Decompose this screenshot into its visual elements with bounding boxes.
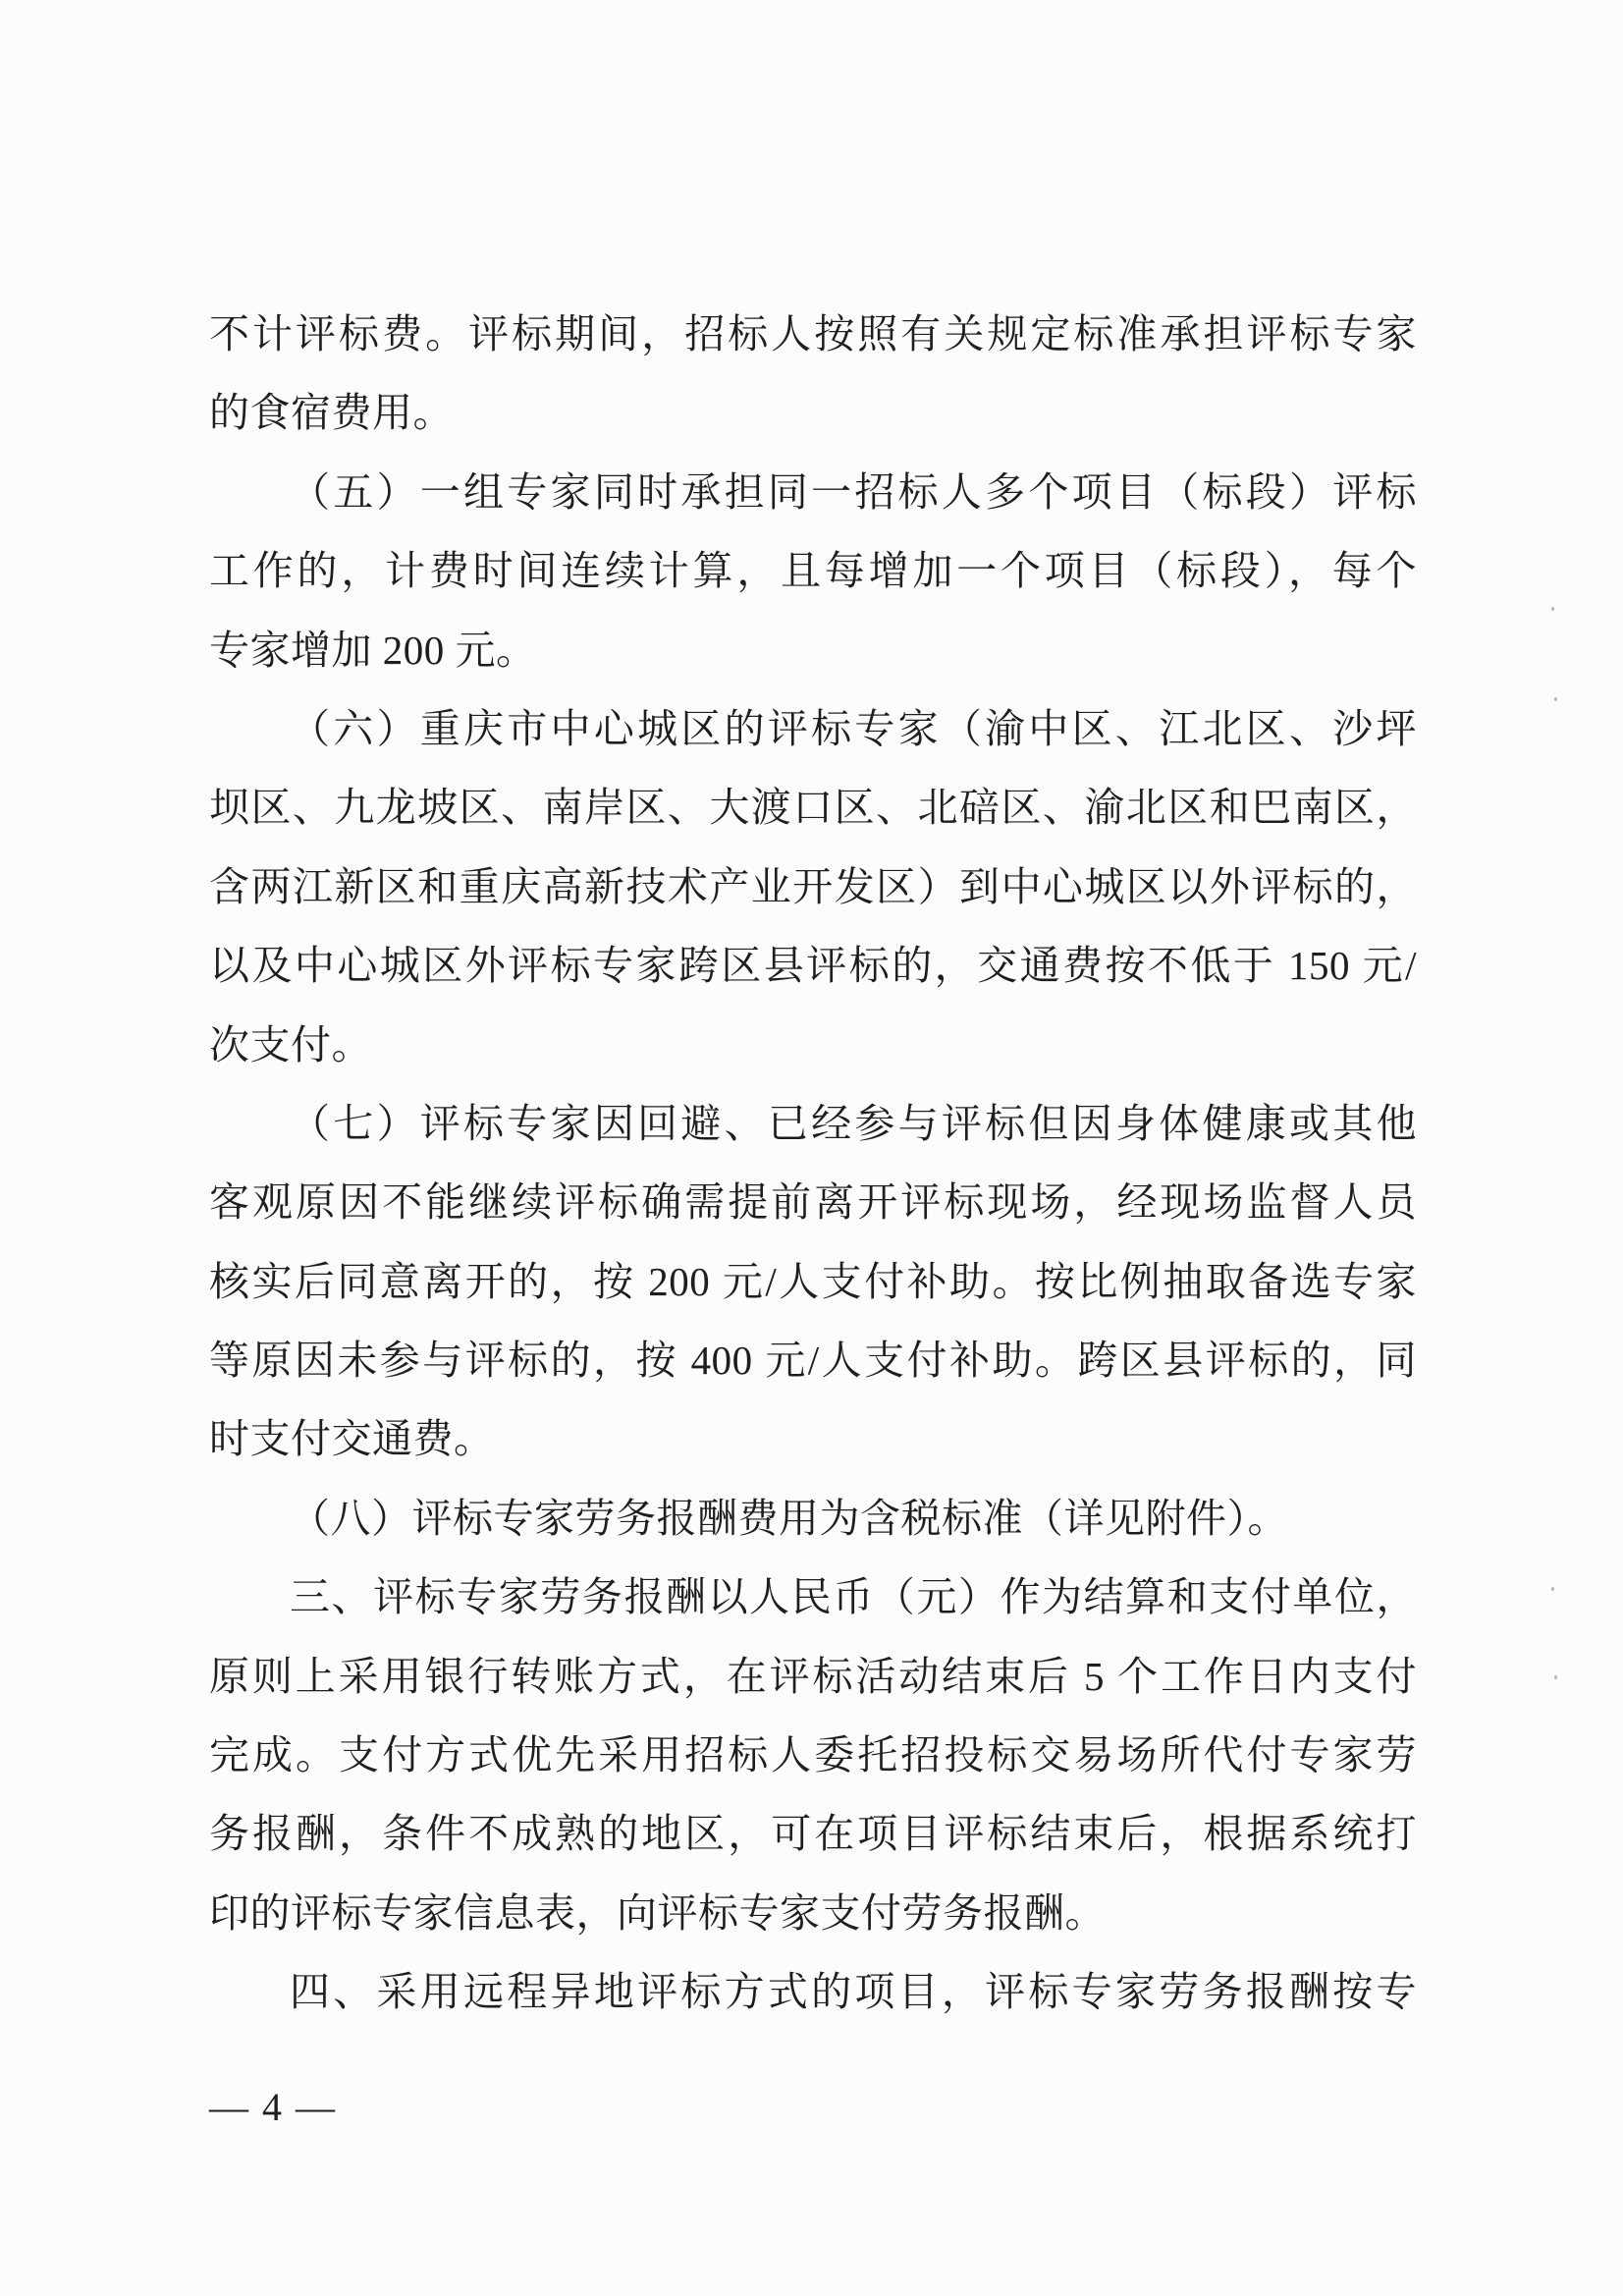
body-text-line: 工作的，计费时间连续计算，且每增加一个项目（标段），每个 xyxy=(209,548,1417,594)
body-text-line: 客观原因不能继续评标确需提前离开评标现场，经现场监督人员 xyxy=(209,1179,1417,1226)
scan-artifact-dot xyxy=(1551,607,1554,611)
scan-artifact-dot xyxy=(1554,697,1557,701)
body-text-line: 原则上采用银行转账方式，在评标活动结束后 5 个工作日内支付 xyxy=(209,1653,1417,1699)
body-text-line: 印的评标专家信息表，向评标专家支付劳务报酬。 xyxy=(209,1889,1106,1936)
paragraph-start-line: （六）重庆市中心城区的评标专家（渝中区、江北区、沙坪 xyxy=(290,705,1417,751)
paragraph-start-line: （七）评标专家因回避、已经参与评标但因身体健康或其他 xyxy=(290,1100,1417,1146)
scan-artifact-dot xyxy=(1551,1587,1554,1591)
paragraph-start-line: 四、采用远程异地评标方式的项目，评标专家劳务报酬按专 xyxy=(290,1969,1417,2015)
paragraph-start-line: 三、评标专家劳务报酬以人民币（元）作为结算和支付单位， xyxy=(290,1574,1417,1620)
page-number: — 4 — xyxy=(209,2085,337,2129)
body-text-line: 专家增加 200 元。 xyxy=(209,627,537,673)
document-body xyxy=(209,295,1417,2032)
body-text-line: 核实后同意离开的，按 200 元/人支付补助。按比例抽取备选专家 xyxy=(209,1258,1417,1304)
body-text-line: 次支付。 xyxy=(209,1021,372,1067)
body-text-line: 完成。支付方式优先采用招标人委托招投标交易场所代付专家劳 xyxy=(209,1732,1417,1778)
paragraph-start-line: （五）一组专家同时承担同一招标人多个项目（标段）评标 xyxy=(290,468,1417,515)
body-text-line: 含两江新区和重庆高新技术产业开发区）到中心城区以外评标的， xyxy=(209,863,1417,909)
paragraph-start-line: （八）评标专家劳务报酬费用为含税标准（详见附件）。 xyxy=(290,1495,1288,1541)
body-text-line: 等原因未参与评标的，按 400 元/人支付补助。跨区县评标的，同 xyxy=(209,1338,1417,1384)
body-text-line: 坝区、九龙坡区、南岸区、大渡口区、北碚区、渝北区和巴南区， xyxy=(209,785,1417,831)
scan-artifact-dot xyxy=(1554,1675,1557,1679)
body-text-line: 不计评标费。评标期间，招标人按照有关规定标准承担评标专家 xyxy=(209,311,1417,356)
body-text-line: 以及中心城区外评标专家跨区县评标的，交通费按不低于 150 元/ xyxy=(209,943,1417,989)
body-text-line: 务报酬，条件不成熟的地区，可在项目评标结束后，根据系统打 xyxy=(209,1811,1417,1857)
body-text-line: 时支付交通费。 xyxy=(209,1416,495,1462)
body-text-line: 的食宿费用。 xyxy=(209,390,454,436)
